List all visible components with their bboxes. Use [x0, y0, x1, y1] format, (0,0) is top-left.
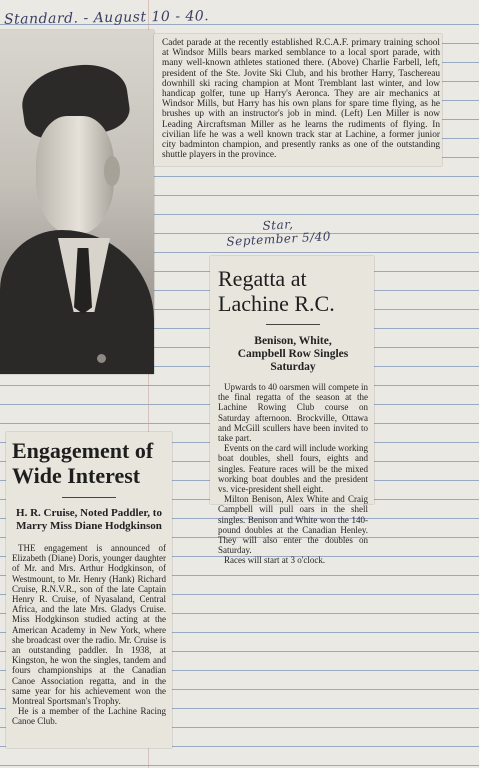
regatta-paragraph: Events on the card will include working boat doubles, shell fours, eights and singles. Feature races will be the mixed working boat doubles and the president vs. vice-president shell eight.	[218, 443, 368, 495]
ear	[104, 156, 120, 186]
regatta-paragraph: Milton Benison, Alex White and Craig Campbell will pull oars in the shell singles. Benison and White won the 140-pound doubles at the Canadian Henley. They will also enter the doubles on Saturday.	[218, 494, 368, 556]
regatta-subheadline: Benison, White, Campbell Row Singles Saturday	[237, 335, 349, 373]
handwritten-header: Standard. - August 10 - 40.	[3, 8, 210, 28]
regatta-body	[218, 382, 368, 566]
headline-rule	[62, 497, 116, 498]
regatta-article-clipping	[210, 256, 374, 566]
star-source: Star,	[262, 217, 294, 233]
headline-rule	[266, 324, 320, 325]
coat-button	[97, 354, 106, 363]
cadet-photo	[0, 30, 154, 374]
engagement-paragraph: He is a member of the Lachine Racing Canoe Club.	[12, 706, 166, 727]
face	[36, 116, 114, 234]
engagement-subheadline: H. R. Cruise, Noted Paddler, to Marry Miss Diane Hodgkinson	[16, 507, 162, 532]
regatta-headline: Regatta at Lachine R.C.	[218, 266, 335, 316]
engagement-article-clipping	[6, 432, 172, 748]
regatta-paragraph: Races will start at 3 o'clock.	[224, 555, 326, 566]
engagement-body	[12, 543, 166, 727]
cadet-article-clipping	[154, 34, 442, 166]
star-date: September 5/40	[226, 229, 332, 249]
engagement-headline: Engagement of Wide Interest	[12, 438, 154, 488]
cadet-article-body: Cadet parade at the recently established R.C.A.F. primary training school at Windsor Mills bears marked semblance to a local sport parade, with many well-known athletes stationed there. (Above) Charlie Farbell, left, president of the Ste. Jovite Ski Club, and his brother Harry, Taschereau downhill ski racing champion at Mont Tremblant last winter, and low handicap golfer, tune up Harry's Aeronca. They are air mechanics at Windsor Mills, but Harry has his own plans for spare time flying, as he brushes up with an instructor's job in mind. (Left) Len Miller is now Leading Aircraftsman Miller as he learns the rudiments of flying. In civilian life he was a well known track star at Lachine, a former junior city badminton champion, and presently ranks as one of the outstanding shuttle players in the province.	[162, 38, 440, 161]
handwritten-star-note	[225, 215, 331, 248]
engagement-paragraph: THE engagement is announced of Elizabeth (Diane) Doris, younger daughter of Mr. and Mrs. Arthur Hodgkinson, of Westmount, to Mr. Henry (Hank) Richard Cruise, R.N.V.R., son of the late Captain Henry R. Cruise, of Nyasaland, Central Africa, and the late Mrs. Gladys Cruise. Miss Hodgkinson studied acting at the American Academy in New York, where she broadcast over the radio. Mr. Cruise is an outstanding paddler. In 1938, at Kingston, he won the singles, tandem and fours championships at the Canadian Canoe Association regatta, and in the same year for his achievement won the Montreal Sportsman's Trophy.	[12, 543, 166, 707]
regatta-paragraph: Upwards to 40 oarsmen will compete in the final regatta of the season at the Lachine Rowing Club course on Saturday afternoon. Brockville, Ottawa and McGill scullers have been invited to take part.	[218, 382, 368, 444]
